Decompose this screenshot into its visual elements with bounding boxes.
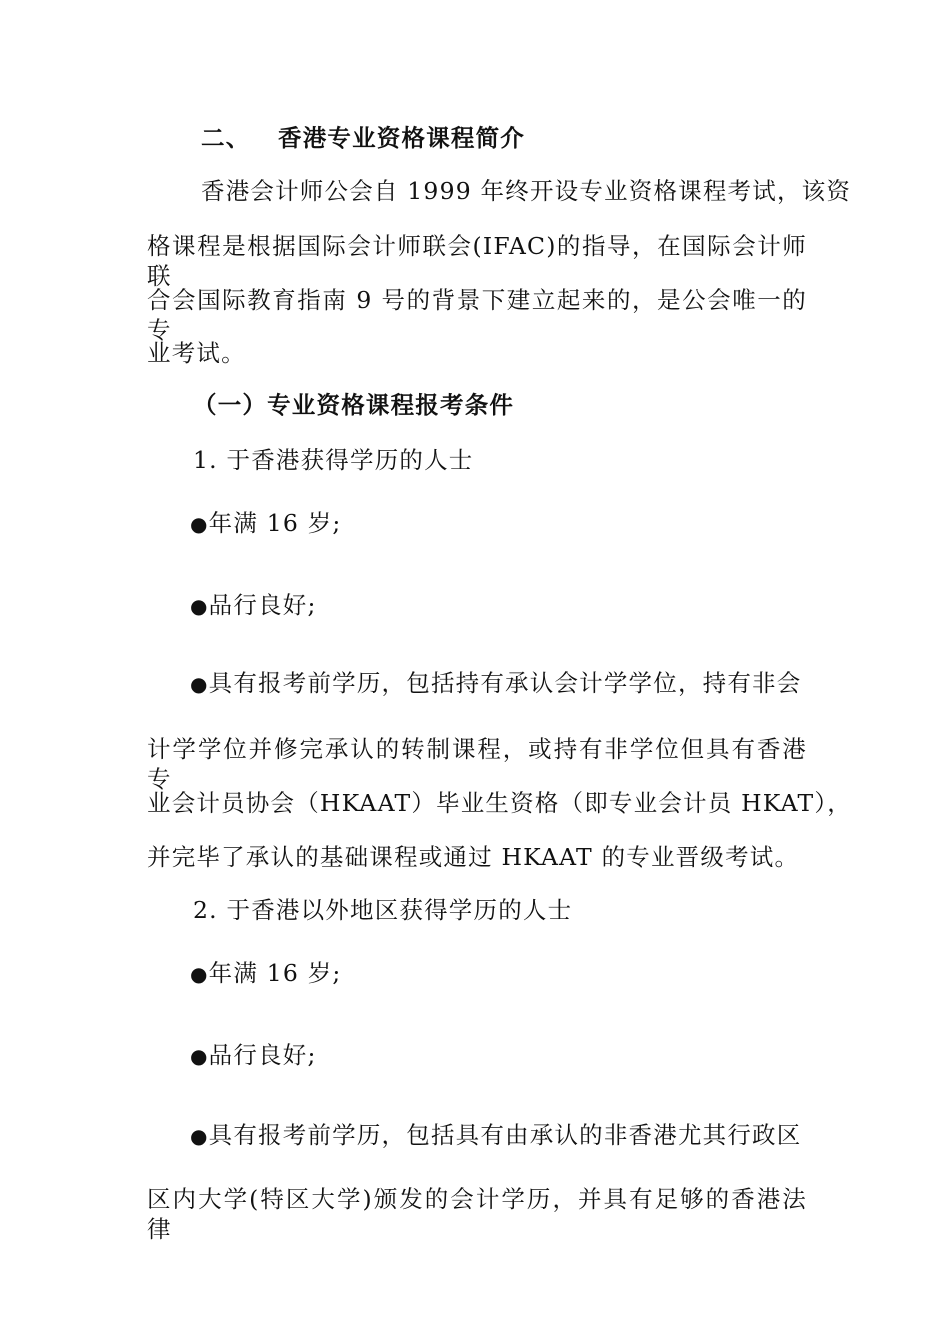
item-text: 品行良好; (208, 591, 317, 619)
group1-education-line-4: 并完毕了承认的基础课程或通过 HKAAT 的专业晋级考试。 (147, 843, 800, 871)
item-text: 品行良好; (208, 1041, 317, 1069)
intro-line-1: 香港会计师公会自 1999 年终开设专业资格课程考试，该资 (201, 177, 852, 205)
bullet-icon: ● (190, 1044, 209, 1068)
group2-item-age (190, 958, 342, 989)
group2-item-education (190, 1120, 801, 1151)
item-text: 年满 16 岁; (208, 959, 342, 987)
section-title: 香港专业资格课程简介 (278, 124, 525, 152)
group2-heading: 2. 于香港以外地区获得学历的人士 (193, 896, 573, 924)
item-text: 年满 16 岁; (208, 509, 342, 537)
intro-line-4: 业考试。 (147, 339, 246, 367)
group2-item-character (190, 1040, 317, 1071)
group1-heading: 1. 于香港获得学历的人士 (193, 446, 474, 474)
group1-education-line-2: 计学学位并修完承认的转制课程，或持有非学位但具有香港专 (147, 735, 807, 793)
bullet-icon: ● (190, 962, 209, 986)
group1-education-line-3: 业会计员协会（HKAAT）毕业生资格（即专业会计员 HKAT）， (147, 789, 853, 817)
bullet-icon: ● (190, 512, 209, 536)
group2-education-line-2: 区内大学(特区大学)颁发的会计学历，并具有足够的香港法律 (147, 1185, 807, 1243)
bullet-icon: ● (190, 594, 209, 618)
intro-line-3: 合会国际教育指南 9 号的背景下建立起来的，是公会唯一的专 (147, 286, 807, 344)
group1-item-character (190, 590, 317, 621)
item-text: 具有报考前学历，包括具有由承认的非香港尤其行政区 (208, 1121, 802, 1149)
bullet-icon: ● (190, 1124, 209, 1148)
item-text: 具有报考前学历，包括持有承认会计学学位，持有非会 (208, 669, 802, 697)
group1-item-education (190, 668, 801, 699)
group1-item-age (190, 508, 342, 539)
subsection-title: （一）专业资格课程报考条件 (193, 391, 515, 419)
section-number: 二、 (201, 124, 251, 152)
intro-line-2: 格课程是根据国际会计师联会(IFAC)的指导，在国际会计师联 (147, 232, 807, 290)
bullet-icon: ● (190, 672, 209, 696)
